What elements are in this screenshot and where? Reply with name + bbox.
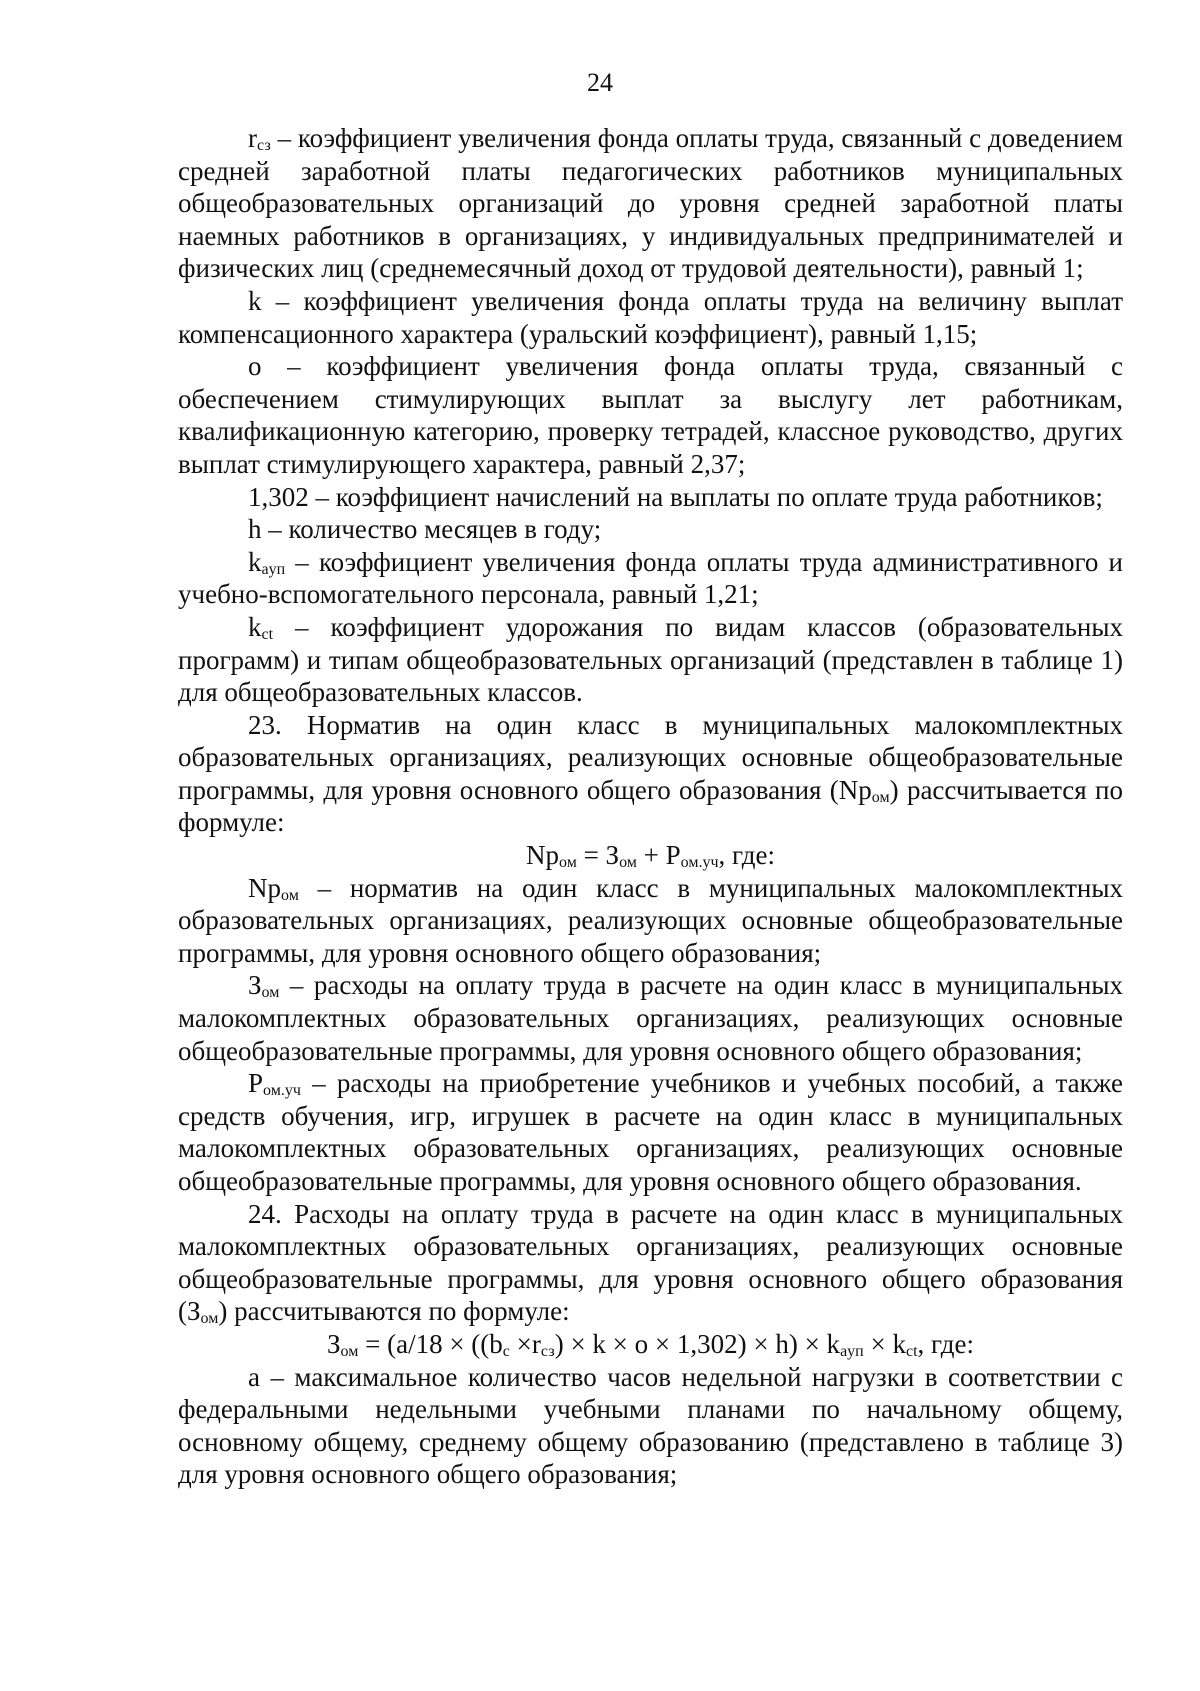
paragraph [178, 350, 1123, 480]
text-run: ) × k × o × 1,302) × h) × k [554, 1328, 841, 1359]
text-run: – норматив на один класс в муниципальных малокомплектных образовательных организациях, реализующих основные общеобразовательные программы, для уровня основного общего образования; [178, 872, 1123, 968]
text-run: – коэффициент удорожания по видам классов (образовательных программ) и типам общеобразовательных организаций (представлен в таблице 1) для общеобразовательных классов. [178, 611, 1123, 708]
subscript: ом [200, 1310, 219, 1328]
subscript: ом [871, 788, 890, 806]
subscript: ом [559, 854, 577, 872]
text-run: – расходы на приобретение учебников и учебных пособий, а также средств обучения, игр, игрушек в расчете на один класс в муниципальных малокомплектных образовательных организациях, реализующих основные общеобразовательные программы, для уровня основного общего образования. [178, 1068, 1123, 1196]
paragraph [178, 1067, 1123, 1197]
paragraph [178, 611, 1123, 709]
text-run: З [248, 970, 262, 1001]
subscript: ом.уч [263, 1082, 301, 1100]
formula [178, 1328, 1123, 1361]
paragraph [178, 872, 1123, 970]
text-run: o – коэффициент увеличения фонда оплаты труда, связанный с обеспечением стимулирующих выплат за выслугу лет работникам, квалификационную категорию, проверку тетрадей, классное руководство, других выплат стимулирующего характера, равный 2,37; [178, 351, 1123, 479]
text-run: , где: [917, 1328, 974, 1359]
text-run: = (a/18 × ((b [358, 1328, 503, 1359]
text-run: h – количество месяцев в году; [248, 514, 602, 545]
paragraph [178, 1361, 1123, 1491]
subscript: c [502, 1342, 510, 1360]
text-run: + P [636, 840, 681, 871]
subscript: ом [281, 886, 299, 904]
page-number: 24 [587, 68, 613, 97]
subscript: ct [905, 1342, 918, 1360]
text-run: – коэффициент увеличения фонда оплаты труда административного и учебно-вспомогательного персонала, равный 1,21; [178, 546, 1123, 610]
paragraph [178, 122, 1123, 285]
subscript: сз [257, 137, 271, 154]
text-run: ) рассчитываются по формуле: [218, 1296, 570, 1327]
paragraph [178, 513, 1123, 546]
text-run: k [248, 611, 262, 642]
text-run: k – коэффициент увеличения фонда оплаты труда на величину выплат компенсационного характера (уральский коэффициент), равный 1,15; [178, 285, 1123, 349]
subscript: ом [619, 854, 637, 872]
paragraph [178, 969, 1123, 1067]
text-run: r [248, 123, 257, 153]
subscript: ом [261, 984, 280, 1002]
paragraph [178, 1198, 1123, 1328]
paragraph [178, 709, 1123, 839]
subscript: ct [261, 625, 274, 643]
text-run: Np [248, 872, 281, 903]
subscript: сз [540, 1342, 555, 1360]
paragraph [178, 546, 1123, 611]
paragraph [178, 481, 1123, 514]
text-run: k [248, 546, 262, 577]
text-run: a – максимальное количество часов недельной нагрузки в соответствии с федеральными недельными учебными планами по начальному общему, основному общему, среднему общему образованию (представлено в таблице 3) для уровня основного общего образования; [178, 1361, 1123, 1490]
text-run: ×r [509, 1328, 541, 1359]
text-run: = З [576, 840, 620, 871]
subscript: аyп [261, 560, 286, 578]
text-run: P [248, 1068, 264, 1099]
text-run: З [327, 1328, 341, 1359]
text-run: , где: [718, 840, 775, 871]
paragraph [178, 285, 1123, 350]
subscript: аyп [840, 1342, 864, 1360]
formula [178, 839, 1123, 872]
text-run: 1,302 – коэффициент начислений на выплаты по оплате труда работников; [248, 481, 1103, 512]
document-body [178, 122, 1123, 1491]
text-run: 24. Расходы на оплату труда в расчете на один класс в муниципальных малокомплектных образовательных организациях, реализующих основные общеобразовательные программы, для уровня основного общего образования (З [178, 1198, 1123, 1327]
text-run: – расходы на оплату труда в расчете на один класс в муниципальных малокомплектных образовательных организациях, реализующих основные общеобразовательные программы, для уровня основного общего образования; [178, 970, 1123, 1066]
text-run: – коэффициент увеличения фонда оплаты труда, связанный с доведением средней заработной платы педагогических работников муниципальных общеобразовательных организаций до уровня средней заработной платы наемных работников в организациях, у индивидуальных предпринимателей и физических лиц (среднемесячный доход от трудовой деятельности), равный 1; [178, 123, 1123, 284]
text-run: × k [863, 1328, 906, 1359]
text-run: 23. Норматив на один класс в муниципальных малокомплектных образовательных организациях, реализующих основные общеобразовательные программы, для уровня основного общего образования (Np [178, 709, 1123, 805]
text-run: ) рассчитывается по формуле: [178, 774, 1123, 838]
text-run: Np [526, 840, 559, 871]
subscript: ом.уч [680, 854, 719, 872]
subscript: ом [340, 1342, 359, 1360]
